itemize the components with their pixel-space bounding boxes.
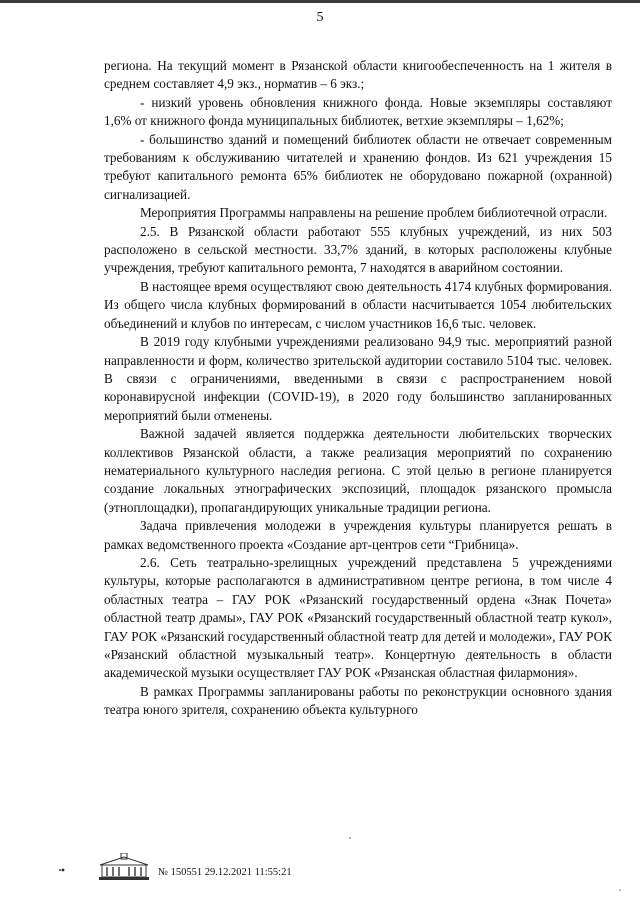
scan-mark-icon — [60, 867, 66, 873]
paragraph: - низкий уровень обновления книжного фонда. Новые экземпляры составляют 1,6% от книжного фонда муниципальных библиотек, ветхие экземпляры – 1,62%; — [104, 94, 612, 129]
paragraph: Важной задачей является поддержка деятельности любительских творческих коллективов Рязанской области, а также реализация мероприятий по сохранению нематериального культурного наследия региона. С этой целью в регионе планируется создание локальных этнографических экспозиций, площадок рязанского промысла (этноплощадки), пропагандирующих уникальные традиции региона. — [104, 426, 612, 515]
page-number: 5 — [316, 10, 324, 25]
document-footer — [60, 853, 360, 883]
paragraph: В 2019 году клубными учреждениями реализовано 94,9 тыс. мероприятий разной направленности и форм, количество зрительской аудитории составило 5104 тыс. человек. В связи с ограничениями, введенными в связи с распространением новой коронавирусной инфекции (COVID-19), в 2020 году большинство запланированных мероприятий были отменены. — [104, 334, 612, 423]
paragraph: - большинство зданий и помещений библиотек области не отвечает современным требованиям к обслуживанию читателей и хранению фондов. Из 621 учреждения 15 требуют капитального ремонта 65% библиотек не оборудовано пожарной (охранной) сигнализацией. — [104, 131, 612, 202]
paragraph: Задача привлечения молодежи в учреждения культуры планируется решать в рамках ведомственного проекта «Создание арт-центров сети “Грибница». — [104, 518, 612, 552]
paragraph: региона. На текущий момент в Рязанской области книгообеспеченность на 1 жителя в среднем составляет 4,9 экз., норматив – 6 экз.; — [104, 58, 612, 92]
paragraph: 2.6. Сеть театрально-зрелищных учреждений представлена 5 учреждениями культуры, которые располагаются в административном центре региона, в том числе 4 областных театра – ГАУ РОК «Рязанский государственный ордена «Знак Почета» областной театр драмы», ГАУ РОК «Рязанский государственный областной театр кукол», ГАУ РОК «Рязанский государственный областной театр для детей и молодежи», ГАУ РОК «Рязанский областной музыкальный театр». Концертную деятельность в области академической музыки осуществляет ГАУ РОК «Рязанская областная филармония». — [104, 554, 612, 681]
paragraph: В рамках Программы запланированы работы по реконструкции основного здания театра юного зрителя, сохранению объекта культурного — [104, 683, 612, 718]
document-body — [104, 57, 612, 720]
registration-number: № 150551 29.12.2021 11:55:21 — [158, 867, 292, 878]
scan-top-border — [0, 0, 640, 3]
paragraph: Мероприятия Программы направлены на решение проблем библиотечной отрасли. — [140, 205, 608, 221]
paragraph: 2.5. В Рязанской области работают 555 клубных учреждений, из них 503 расположено в сельской местности. 33,7% зданий, в которых расположены клубные учреждения, требуют капитального ремонта, 7 находятся в аварийном состоянии. — [104, 223, 612, 276]
building-stamp-icon — [98, 853, 150, 881]
paragraph: В настоящее время осуществляют свою деятельность 4174 клубных формирования. Из общего числа клубных формирований в области насчитывается 1054 любительских объединений и клубов по интересам, с числом участников 16,6 тыс. человек. — [104, 278, 612, 331]
